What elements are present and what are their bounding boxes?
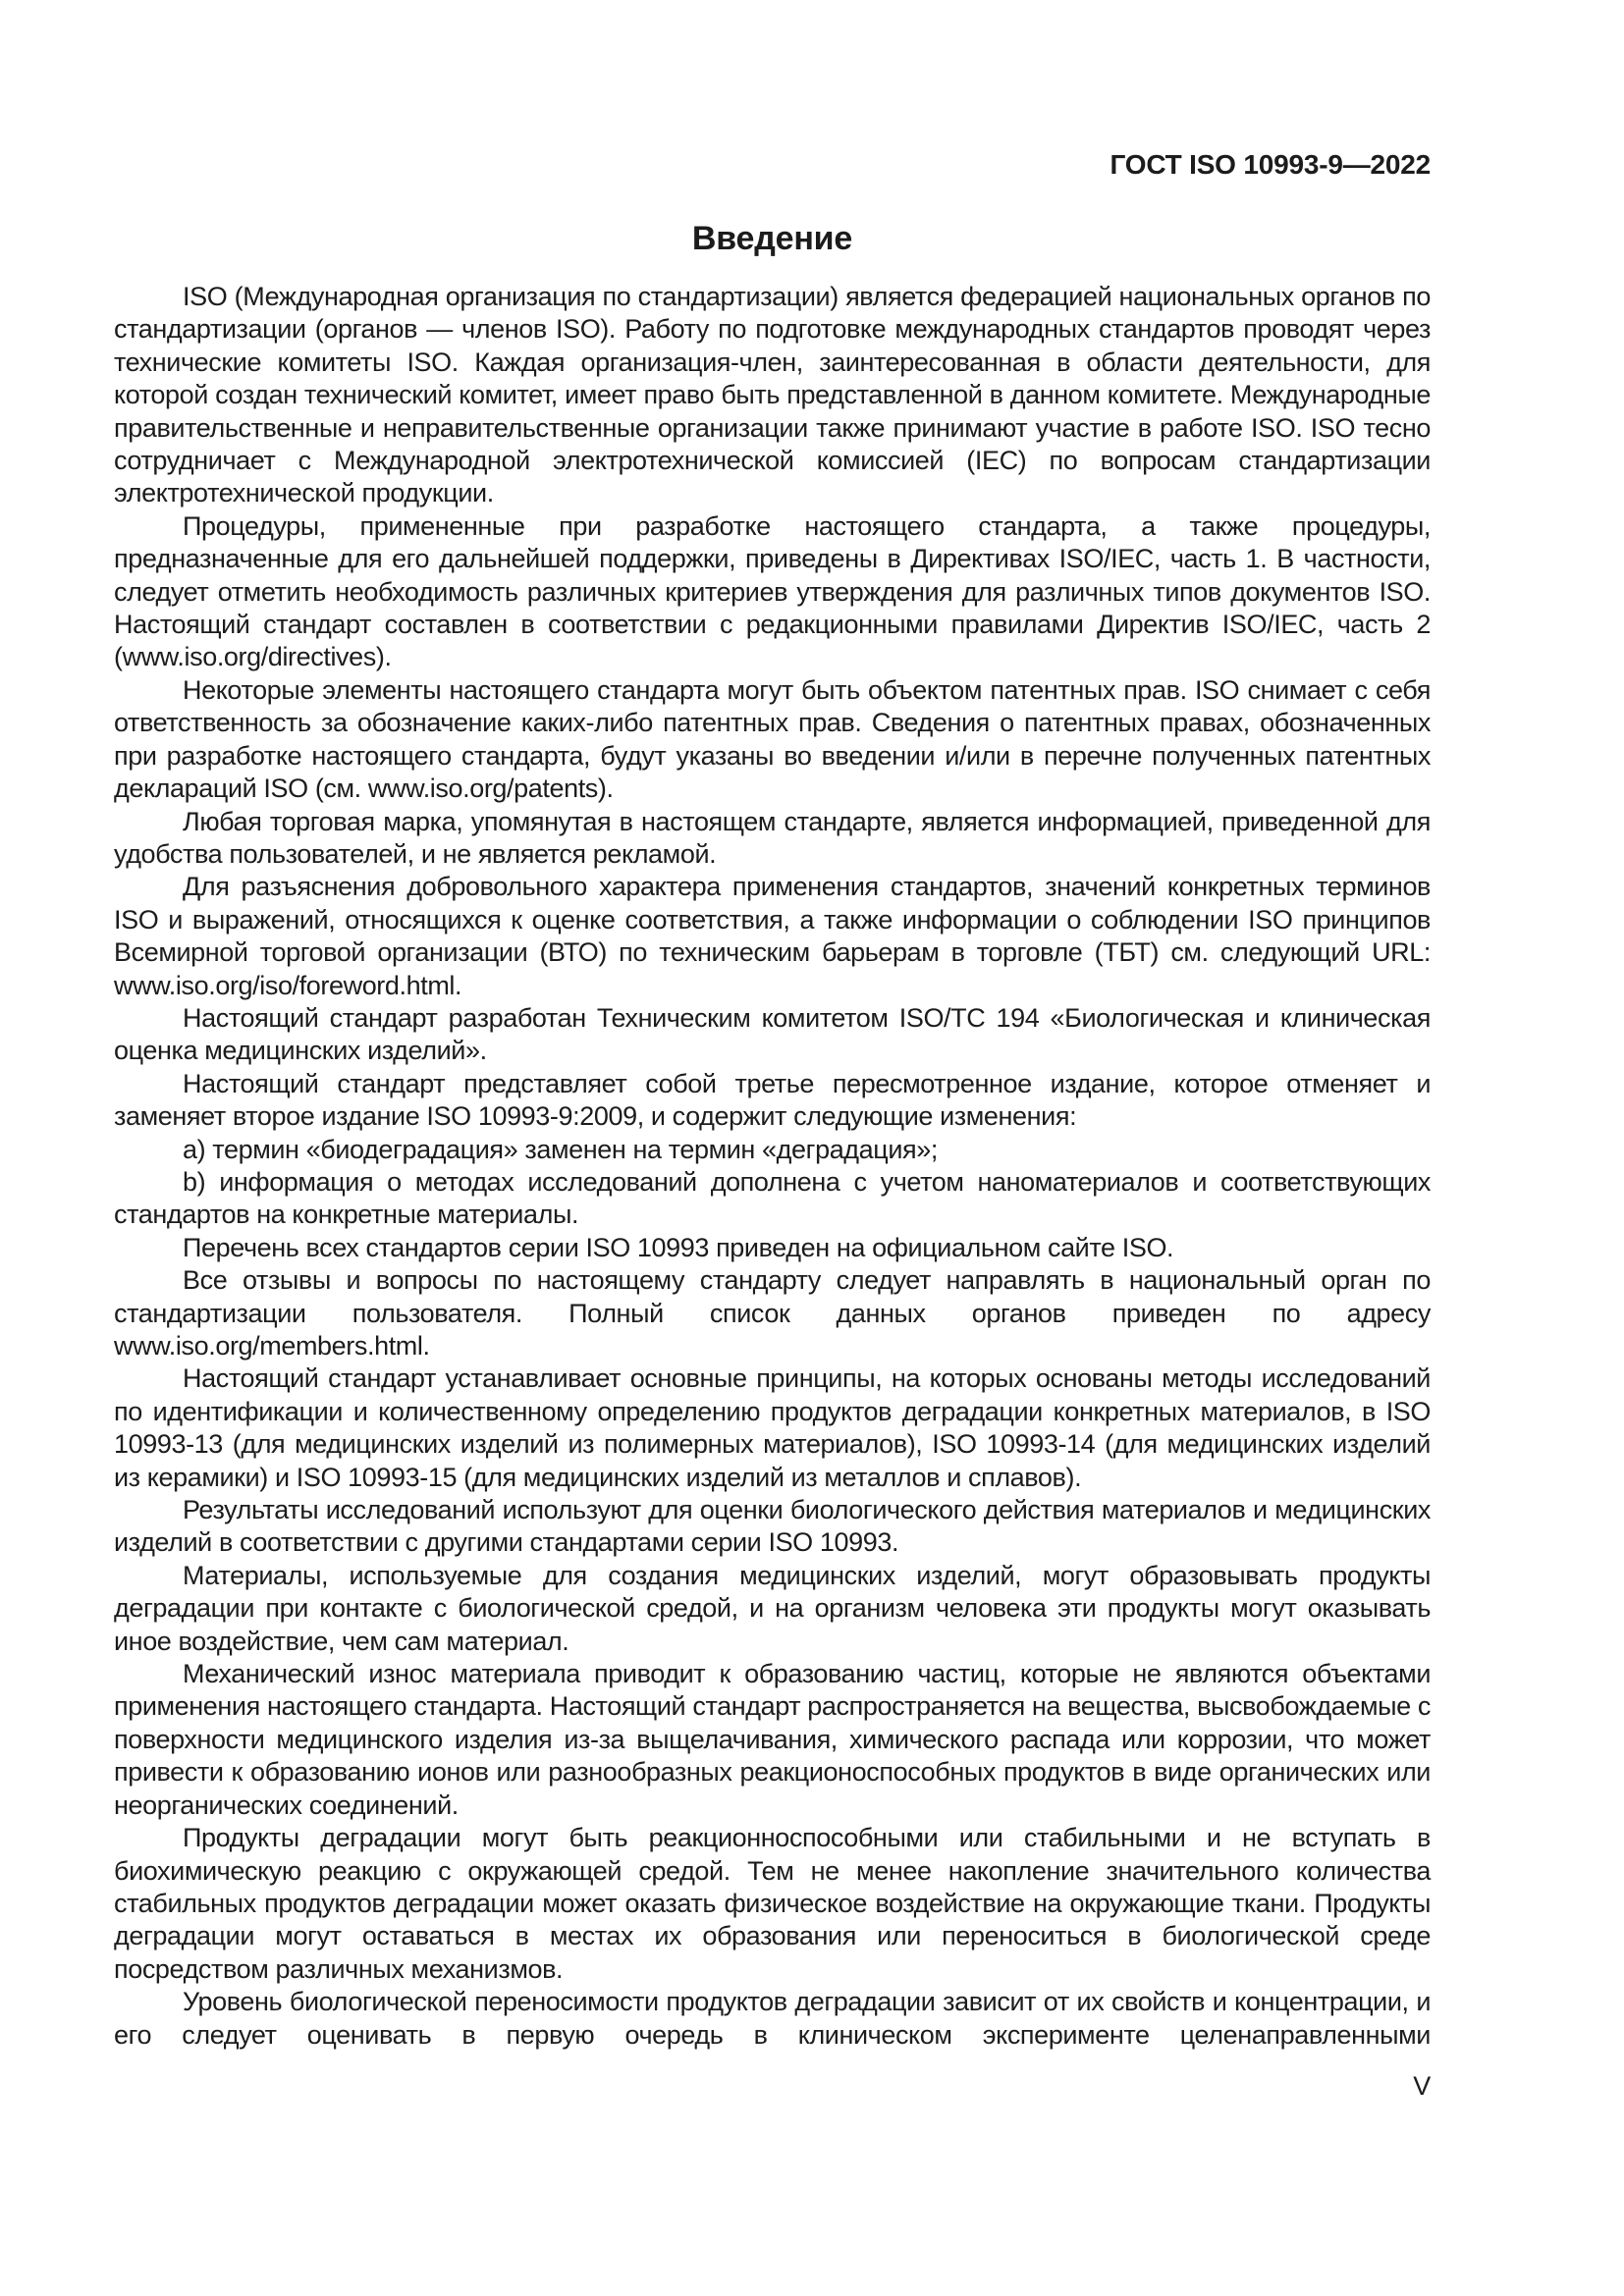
paragraph: Для разъяснения добровольного характера применения стандартов, значений конкретных терминов ISO и выражений, относящихся к оценке соответствия, а также информации о соблюдении ISO принципов Всемирной торговой организации (ВТО) по техническим барьерам в торговле (ТБТ) см. следующий URL: www.iso.org/iso/foreword.html. — [114, 872, 1431, 1000]
paragraph: Процедуры, примененные при разработке настоящего стандарта, а также процедуры, предназначенные для его дальнейшей поддержки, приведены в Директивах ISO/IEC, часть 1. В частности, следует отметить необходимость различных критериев утверждения для различных типов документов ISO. Настоящий стандарт составлен в соответствии с редакционными правилами Директив ISO/IEC, часть 2 (www.iso.org/directives). — [114, 510, 1431, 672]
page-number: V — [1413, 2071, 1431, 2101]
paragraph: b) информация о методах исследований дополнена с учетом наноматериалов и соответствующих стандартов на конкретные материалы. — [114, 1166, 1431, 1230]
paragraph: Механический износ материала приводит к образованию частиц, которые не являются объектами применения настоящего стандарта. Настоящий стандарт распространяется на вещества, высвобождаемые с поверхности медицинского изделия из-за выщелачивания, химического распада или коррозии, что может привести к образованию ионов или разнообразных реакционоспособных продуктов в виде органических или неорганических соединений. — [114, 1659, 1431, 1820]
section-title: Введение — [691, 220, 853, 257]
introduction-body — [114, 281, 1431, 2052]
paragraph: Материалы, используемые для создания медицинских изделий, могут образовывать продукты деградации при контакте с биологической средой, и на организм человека эти продукты могут оказывать иное воздействие, чем сам материал. — [114, 1560, 1431, 1656]
paragraph: Настоящий стандарт представляет собой третье пересмотренное издание, которое отменяет и заменяет второе издание ISO 10993-9:2009, и содержит следующие изменения: — [114, 1068, 1431, 1132]
paragraph: Настоящий стандарт устанавливает основные принципы, на которых основаны методы исследований по идентификации и количественному определению продуктов деградации конкретных материалов, в ISO 10993-13 (для медицинских изделий из полимерных материалов), ISO 10993-14 (для медицинских изделий из керамики) и ISO 10993-15 (для медицинских изделий из металлов и сплавов). — [114, 1363, 1431, 1492]
paragraph: a) термин «биодеградация» заменен на термин «деградация»; — [183, 1134, 938, 1164]
document-number-header: ГОСТ ISO 10993-9—2022 — [1110, 149, 1431, 180]
paragraph: ISO (Международная организация по стандартизации) является федерацией национальных органов по стандартизации (органов — членов ISO). Работу по подготовке международных стандартов проводят через технические комитеты ISO. Каждая организация-член, заинтересованная в области деятельности, для которой создан технический комитет, имеет право быть представленной в данном комитете. Международные правительственные и неправительственные организации также принимают участие в работе ISO. ISO тесно сотрудничает с Международной электротехнической комиссией (IEC) по вопросам стандартизации электротехнической продукции. — [114, 282, 1431, 508]
paragraph: Перечень всех стандартов серии ISO 10993 приведен на официальном сайте ISO. — [183, 1232, 1174, 1262]
paragraph: Результаты исследований используют для оценки биологического действия материалов и медицинских изделий в соответствии с другими стандартами серии ISO 10993. — [114, 1495, 1431, 1558]
paragraph: Уровень биологической переносимости продуктов деградации зависит от их свойств и концентрации, и его следует оценивать в первую очередь в клиническом эксперименте целенаправленными — [114, 1987, 1431, 2050]
paragraph: Некоторые элементы настоящего стандарта могут быть объектом патентных прав. ISO снимает с себя ответственность за обозначение каких-либо патентных прав. Сведения о патентных правах, обозначенных при разработке настоящего стандарта, будут указаны во введении и/или в перечне полученных патентных деклараций ISO (см. www.iso.org/patents). — [114, 674, 1431, 804]
paragraph: Все отзывы и вопросы по настоящему стандарту следует направлять в национальный орган по стандартизации пользователя. Полный список данных органов приведен по адресу www.iso.org/members.html. — [114, 1265, 1431, 1361]
paragraph: Настоящий стандарт разработан Техническим комитетом ISO/TC 194 «Биологическая и клиническая оценка медицинских изделий». — [114, 1002, 1431, 1066]
paragraph: Продукты деградации могут быть реакционноспособными или стабильными и не вступать в биохимическую реакцию с окружающей средой. Тем не менее накопление значительного количества стабильных продуктов деградации может оказать физическое воздействие на окружающие ткани. Продукты деградации могут оставаться в местах их образования или переноситься в биологической среде посредством различных механизмов. — [114, 1823, 1431, 1984]
paragraph: Любая торговая марка, упомянутая в настоящем стандарте, является информацией, приведенной для удобства пользователей, и не является рекламой. — [114, 806, 1431, 869]
